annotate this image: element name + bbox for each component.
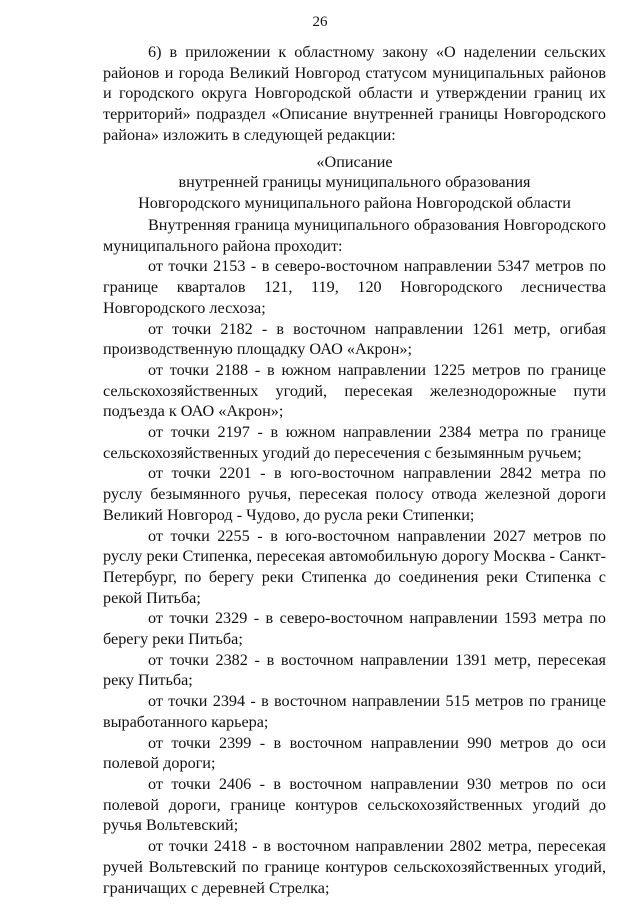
- boundary-segment: от точки 2394 - в восточном направлении 515 метров по границе выработанного карьера;: [103, 692, 606, 731]
- intro-section: [103, 42, 606, 146]
- lead-paragraph: Внутренняя граница муниципального образования Новгородского муниципального района проходит:: [103, 216, 606, 255]
- boundary-segment: от точки 2406 - в восточном направлении 930 метров по оси полевой дороги, границе контуров сельскохозяйственных угодий до ручья Вольтевский;: [103, 774, 606, 835]
- boundary-segment: от точки 2197 - в южном направлении 2384 метра по границе сельскохозяйственных угодий до пересечения с безымянным ручьем;: [103, 423, 606, 462]
- intro-paragraph: 6) в приложении к областному закону «О наделении сельских районов и города Великий Новгород статусом муниципальных районов и городского округа Новгородской области и утверждении границ их территорий» подраздел «Описание внутренней границы Новгородского района» изложить в следующей редакции:: [103, 43, 606, 144]
- heading-line-2: внутренней границы муниципального образования: [178, 173, 531, 192]
- boundary-segment: от точки 2399 - в восточном направлении 990 метров до оси полевой дороги;: [103, 733, 606, 773]
- boundary-segment: от точки 2255 - в юго-восточном направлении 2027 метров по руслу реки Стипенка, пересекая автомобильную дорогу Москва - Санкт-Петербург, по берегу реки Стипенка до соединения реки Стипенка с рекой Питьба;: [103, 526, 606, 607]
- boundary-description: [103, 215, 606, 898]
- boundary-segment: от точки 2382 - в восточном направлении 1391 метр, пересекая реку Питьба;: [103, 650, 606, 690]
- boundary-segment: от точки 2329 - в северо-восточном направлении 1593 метра по берегу реки Питьба;: [103, 609, 606, 649]
- boundary-segment: от точки 2201 - в юго-восточном направлении 2842 метра по руслу безымянного ручья, пересекая полосу отвода железной дороги Великий Новгород - Чудово, до русла реки Стипенки;: [103, 464, 606, 524]
- page-number: 26: [312, 14, 328, 30]
- heading-line-1: «Описание: [316, 153, 393, 171]
- boundary-segment: от точки 2188 - в южном направлении 1225 метров по границе сельскохозяйственных угодий, пересекая железнодорожные пути подъезда к ОАО «Акрон»;: [103, 360, 606, 421]
- section-heading: [103, 152, 606, 213]
- boundary-segment: от точки 2418 - в восточном направлении 2802 метра, пересекая ручей Вольтевский по границе контуров сельскохозяйственных угодий, граничащих с деревней Стрелка;: [103, 837, 606, 897]
- boundary-segment: от точки 2182 - в восточном направлении 1261 метр, огибая производственную площадку ОАО «Акрон»;: [103, 319, 606, 359]
- boundary-segment: от точки 2153 - в северо-восточном направлении 5347 метров по границе кварталов 121, 119, 120 Новгородского лесничества Новгородского лесхоза;: [103, 257, 606, 317]
- heading-line-3: Новгородского муниципального района Новгородской области: [138, 193, 571, 212]
